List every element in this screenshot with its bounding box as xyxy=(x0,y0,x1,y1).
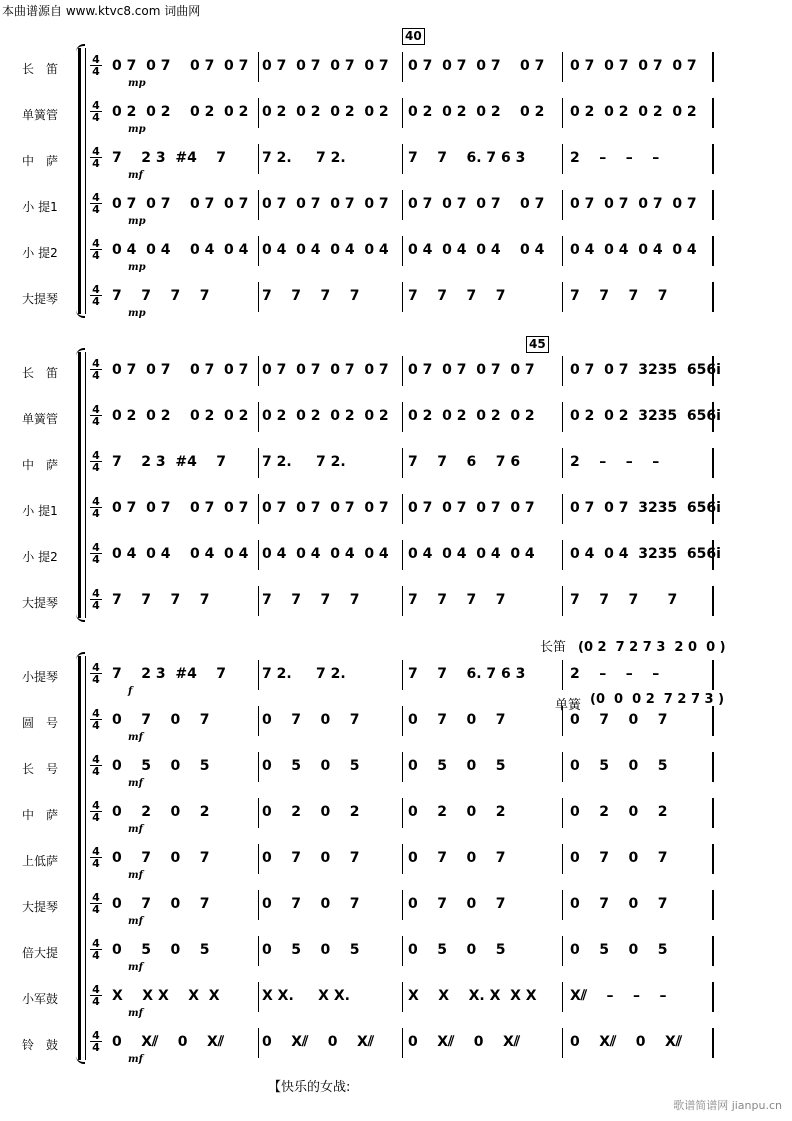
measure-2: 7 2. 7 2. xyxy=(262,666,346,682)
staff-row xyxy=(0,748,792,788)
barline xyxy=(712,798,714,828)
barline xyxy=(712,282,714,312)
barline xyxy=(258,402,259,432)
instrument-name: 小提琴 xyxy=(21,670,58,684)
dynamic-marking: mf xyxy=(128,916,143,927)
measure-2: 0 7 0 7 0 7 0 7 xyxy=(262,196,389,212)
measure-3: 0 2 0 2 xyxy=(408,804,506,820)
barline xyxy=(258,52,259,82)
measure-1: 0 4 0 4 0 4 0 4 xyxy=(112,546,249,562)
measure-4: 0 7 0 7 0 7 0 7 xyxy=(570,58,697,74)
instrument-name: 长 笛 xyxy=(21,62,58,76)
staff-row xyxy=(0,932,792,972)
barline xyxy=(258,798,259,828)
measure-3: 0 X⫽ 0 X⫽ xyxy=(408,1034,521,1050)
measure-4: 0 5 0 5 xyxy=(570,758,668,774)
instrument-name: 铃 鼓 xyxy=(21,1038,58,1052)
measure-4: 0 5 0 5 xyxy=(570,942,668,958)
dynamic-marking: mp xyxy=(128,124,146,135)
barline xyxy=(712,52,714,82)
cue-flute-label: 长笛 xyxy=(540,640,567,655)
measure-1: 0 5 0 5 xyxy=(112,758,210,774)
barline xyxy=(712,540,714,570)
barline xyxy=(258,936,259,966)
barline xyxy=(258,660,259,690)
measure-2: 7 7 7 7 xyxy=(262,592,360,608)
dynamic-marking: f xyxy=(128,686,133,697)
measure-2: 0 7 0 7 xyxy=(262,896,360,912)
time-signature-numerator: 4 xyxy=(90,404,102,416)
time-signature-denominator: 4 xyxy=(92,857,100,870)
barline xyxy=(562,982,563,1012)
time-signature xyxy=(90,846,102,869)
time-signature-numerator: 4 xyxy=(90,450,102,462)
barline xyxy=(258,586,259,616)
time-signature-numerator: 4 xyxy=(90,192,102,204)
dynamic-marking: mf xyxy=(128,170,143,181)
instrument-name: 大提琴 xyxy=(21,900,58,914)
measure-2: X X. X X. xyxy=(262,988,350,1004)
measure-4: 7 7 7 7 xyxy=(570,592,678,608)
barline xyxy=(712,1028,714,1058)
barline xyxy=(258,448,259,478)
measure-3: 7 7 6. 7 6 3 xyxy=(408,666,526,682)
barline xyxy=(562,706,563,736)
time-signature-denominator: 4 xyxy=(92,765,100,778)
measure-4: 0 4 0 4 3235 656i xyxy=(570,546,721,562)
time-signature-denominator: 4 xyxy=(92,111,100,124)
barline xyxy=(562,586,563,616)
measure-2: 0 5 0 5 xyxy=(262,758,360,774)
barline xyxy=(712,236,714,266)
measure-3: 0 7 0 7 0 7 0 7 xyxy=(408,196,545,212)
measure-1: X X X X X xyxy=(112,988,220,1004)
barline xyxy=(712,660,714,690)
measure-3: 0 7 0 7 0 7 0 7 xyxy=(408,500,535,516)
barline xyxy=(562,144,563,174)
barline xyxy=(402,936,403,966)
measure-2: 0 2 0 2 0 2 0 2 xyxy=(262,408,389,424)
barline xyxy=(402,448,403,478)
measure-2: 7 2. 7 2. xyxy=(262,150,346,166)
time-signature xyxy=(90,358,102,381)
measure-4: 0 7 0 7 3235 656i xyxy=(570,362,721,378)
time-signature-numerator: 4 xyxy=(90,892,102,904)
time-signature xyxy=(90,938,102,961)
measure-1: 7 2 3 #4 7 xyxy=(112,150,227,166)
time-signature-numerator: 4 xyxy=(90,496,102,508)
instrument-name: 单簧管 xyxy=(21,108,58,122)
measure-4: 0 X⫽ 0 X⫽ xyxy=(570,1034,683,1050)
measure-2: 0 7 0 7 xyxy=(262,850,360,866)
measure-1: 0 7 0 7 0 7 0 7 xyxy=(112,58,249,74)
watermark: 歌谱简谱网 jianpu.cn xyxy=(673,1099,782,1112)
staff-row xyxy=(0,656,792,696)
measure-3: 0 7 0 7 xyxy=(408,850,506,866)
barline xyxy=(712,494,714,524)
measure-3: 0 7 0 7 xyxy=(408,896,506,912)
measure-2: 0 7 0 7 0 7 0 7 xyxy=(262,500,389,516)
staff-row xyxy=(0,398,792,438)
barline xyxy=(258,282,259,312)
measure-4: 0 7 0 7 xyxy=(570,896,668,912)
time-signature xyxy=(90,1030,102,1053)
barline xyxy=(712,402,714,432)
staff-row xyxy=(0,1024,792,1064)
time-signature-numerator: 4 xyxy=(90,662,102,674)
time-signature xyxy=(90,542,102,565)
barline xyxy=(258,144,259,174)
measure-4: 2 – – – xyxy=(570,454,660,470)
time-signature-denominator: 4 xyxy=(92,811,100,824)
measure-4: 2 – – – xyxy=(570,150,660,166)
measure-3: 7 7 6. 7 6 3 xyxy=(408,150,526,166)
barline xyxy=(402,236,403,266)
time-signature xyxy=(90,238,102,261)
dynamic-marking: mp xyxy=(128,216,146,227)
rehearsal-mark-40: 40 xyxy=(402,28,425,45)
barline xyxy=(562,52,563,82)
measure-1: 0 7 0 7 xyxy=(112,850,210,866)
barline xyxy=(712,448,714,478)
measure-2: 0 4 0 4 0 4 0 4 xyxy=(262,242,389,258)
time-signature xyxy=(90,404,102,427)
barline xyxy=(712,752,714,782)
time-signature-numerator: 4 xyxy=(90,1030,102,1042)
instrument-name: 大提琴 xyxy=(21,292,58,306)
barline xyxy=(258,190,259,220)
barline xyxy=(258,890,259,920)
barline xyxy=(562,494,563,524)
footer-title: 【快乐的女战: xyxy=(268,1080,351,1095)
time-signature xyxy=(90,100,102,123)
barline xyxy=(402,752,403,782)
time-signature xyxy=(90,54,102,77)
measure-4: 2 – – – xyxy=(570,666,660,682)
time-signature-denominator: 4 xyxy=(92,415,100,428)
time-signature-numerator: 4 xyxy=(90,708,102,720)
time-signature xyxy=(90,984,102,1007)
time-signature xyxy=(90,708,102,731)
staff-row xyxy=(0,186,792,226)
time-signature-numerator: 4 xyxy=(90,146,102,158)
instrument-name: 小军鼓 xyxy=(21,992,58,1006)
barline xyxy=(402,1028,403,1058)
measure-1: 0 X⫽ 0 X⫽ xyxy=(112,1034,225,1050)
measure-3: 0 5 0 5 xyxy=(408,758,506,774)
measure-4: 0 2 0 2 xyxy=(570,804,668,820)
rehearsal-mark-45: 45 xyxy=(526,336,549,353)
barline xyxy=(402,144,403,174)
barline xyxy=(258,844,259,874)
time-signature xyxy=(90,754,102,777)
barline xyxy=(712,586,714,616)
staff-row xyxy=(0,278,792,318)
measure-1: 7 2 3 #4 7 xyxy=(112,454,227,470)
barline xyxy=(562,282,563,312)
measure-3: 7 7 7 7 xyxy=(408,288,506,304)
time-signature-denominator: 4 xyxy=(92,1041,100,1054)
instrument-name: 大提琴 xyxy=(21,596,58,610)
barline xyxy=(402,98,403,128)
time-signature xyxy=(90,662,102,685)
barline xyxy=(258,494,259,524)
barline xyxy=(712,356,714,386)
measure-2: 0 2 0 2 0 2 0 2 xyxy=(262,104,389,120)
time-signature-numerator: 4 xyxy=(90,238,102,250)
instrument-name: 小 提2 xyxy=(22,550,58,564)
measure-4: 0 2 0 2 3235 656i xyxy=(570,408,721,424)
measure-3: 7 7 6 7 6 xyxy=(408,454,521,470)
instrument-name: 中 萨 xyxy=(21,808,58,822)
measure-3: 0 7 0 7 0 7 0 7 xyxy=(408,58,545,74)
barline xyxy=(402,890,403,920)
time-signature-denominator: 4 xyxy=(92,903,100,916)
instrument-name: 圆 号 xyxy=(21,716,58,730)
instrument-name: 中 萨 xyxy=(21,458,58,472)
measure-4: 0 7 0 7 3235 656i xyxy=(570,500,721,516)
time-signature-denominator: 4 xyxy=(92,949,100,962)
staff-row xyxy=(0,140,792,180)
barline xyxy=(562,540,563,570)
staff-row xyxy=(0,536,792,576)
barline xyxy=(402,844,403,874)
measure-3: 7 7 7 7 xyxy=(408,592,506,608)
staff-row xyxy=(0,94,792,134)
measure-1: 0 7 0 7 0 7 0 7 xyxy=(112,500,249,516)
source-header: 本曲谱源自 www.ktvc8.com 词曲网 xyxy=(2,4,201,18)
time-signature xyxy=(90,284,102,307)
instrument-name: 单簧管 xyxy=(21,412,58,426)
barline xyxy=(562,890,563,920)
cue-clarinet-notes: (0 0 0 2 7 2 7 3 ) xyxy=(590,692,725,707)
barline xyxy=(562,1028,563,1058)
measure-3: X X X. X X X xyxy=(408,988,537,1004)
measure-4: X⫽ – – – xyxy=(570,988,667,1004)
time-signature-denominator: 4 xyxy=(92,369,100,382)
barline xyxy=(258,98,259,128)
barline xyxy=(258,1028,259,1058)
time-signature-numerator: 4 xyxy=(90,938,102,950)
dynamic-marking: mp xyxy=(128,308,146,319)
dynamic-marking: mf xyxy=(128,824,143,835)
time-signature-numerator: 4 xyxy=(90,284,102,296)
staff-row xyxy=(0,232,792,272)
staff-row xyxy=(0,886,792,926)
measure-4: 0 2 0 2 0 2 0 2 xyxy=(570,104,697,120)
measure-3: 0 7 0 7 xyxy=(408,712,506,728)
barline xyxy=(258,540,259,570)
staff-row xyxy=(0,490,792,530)
dynamic-marking: mf xyxy=(128,778,143,789)
time-signature xyxy=(90,192,102,215)
time-signature-denominator: 4 xyxy=(92,295,100,308)
barline xyxy=(402,660,403,690)
staff-row xyxy=(0,444,792,484)
time-signature-denominator: 4 xyxy=(92,507,100,520)
dynamic-marking: mf xyxy=(128,732,143,743)
barline xyxy=(562,98,563,128)
measure-2: 0 7 0 7 0 7 0 7 xyxy=(262,58,389,74)
barline xyxy=(402,706,403,736)
barline xyxy=(258,982,259,1012)
barline xyxy=(562,402,563,432)
measure-1: 0 7 0 7 xyxy=(112,896,210,912)
time-signature xyxy=(90,800,102,823)
barline xyxy=(562,190,563,220)
measure-2: 0 X⫽ 0 X⫽ xyxy=(262,1034,375,1050)
measure-1: 0 5 0 5 xyxy=(112,942,210,958)
barline xyxy=(402,540,403,570)
staff-row xyxy=(0,582,792,622)
barline xyxy=(402,282,403,312)
measure-2: 0 5 0 5 xyxy=(262,942,360,958)
barline xyxy=(712,98,714,128)
measure-1: 7 2 3 #4 7 xyxy=(112,666,227,682)
measure-4: 0 7 0 7 0 7 0 7 xyxy=(570,196,697,212)
measure-4: 7 7 7 7 xyxy=(570,288,668,304)
barline xyxy=(562,844,563,874)
time-signature-numerator: 4 xyxy=(90,54,102,66)
instrument-name: 小 提2 xyxy=(22,246,58,260)
measure-3: 0 4 0 4 0 4 0 4 xyxy=(408,242,545,258)
measure-1: 0 7 0 7 xyxy=(112,712,210,728)
time-signature-denominator: 4 xyxy=(92,673,100,686)
barline xyxy=(402,982,403,1012)
time-signature-numerator: 4 xyxy=(90,984,102,996)
instrument-name: 上低萨 xyxy=(21,854,58,868)
measure-2: 0 7 0 7 xyxy=(262,712,360,728)
dynamic-marking: mp xyxy=(128,78,146,89)
dynamic-marking: mf xyxy=(128,870,143,881)
measure-3: 0 2 0 2 0 2 0 2 xyxy=(408,408,535,424)
barline xyxy=(258,356,259,386)
instrument-name: 长 号 xyxy=(21,762,58,776)
measure-3: 0 2 0 2 0 2 0 2 xyxy=(408,104,545,120)
measure-3: 0 7 0 7 0 7 0 7 xyxy=(408,362,535,378)
measure-3: 0 4 0 4 0 4 0 4 xyxy=(408,546,535,562)
measure-2: 7 2. 7 2. xyxy=(262,454,346,470)
barline xyxy=(562,798,563,828)
time-signature-numerator: 4 xyxy=(90,358,102,370)
time-signature-numerator: 4 xyxy=(90,846,102,858)
time-signature-denominator: 4 xyxy=(92,719,100,732)
barline xyxy=(712,844,714,874)
staff-row xyxy=(0,840,792,880)
barline xyxy=(712,936,714,966)
instrument-name: 小 提1 xyxy=(22,200,58,214)
time-signature-denominator: 4 xyxy=(92,203,100,216)
measure-2: 0 2 0 2 xyxy=(262,804,360,820)
barline xyxy=(562,236,563,266)
time-signature-denominator: 4 xyxy=(92,553,100,566)
measure-2: 0 4 0 4 0 4 0 4 xyxy=(262,546,389,562)
barline xyxy=(712,890,714,920)
staff-row xyxy=(0,978,792,1018)
barline xyxy=(562,752,563,782)
measure-4: 0 7 0 7 xyxy=(570,850,668,866)
staff-row xyxy=(0,702,792,742)
staff-row xyxy=(0,48,792,88)
barline xyxy=(712,706,714,736)
time-signature xyxy=(90,450,102,473)
time-signature-numerator: 4 xyxy=(90,100,102,112)
time-signature xyxy=(90,588,102,611)
dynamic-marking: mf xyxy=(128,962,143,973)
barline xyxy=(258,236,259,266)
barline xyxy=(258,752,259,782)
barline xyxy=(562,448,563,478)
barline xyxy=(712,190,714,220)
barline xyxy=(402,356,403,386)
barline xyxy=(258,706,259,736)
instrument-name: 长 笛 xyxy=(21,366,58,380)
measure-4: 0 7 0 7 xyxy=(570,712,668,728)
staff-row xyxy=(0,794,792,834)
time-signature-denominator: 4 xyxy=(92,249,100,262)
measure-2: 7 7 7 7 xyxy=(262,288,360,304)
time-signature-denominator: 4 xyxy=(92,599,100,612)
measure-4: 0 4 0 4 0 4 0 4 xyxy=(570,242,697,258)
measure-1: 0 2 0 2 xyxy=(112,804,210,820)
dynamic-marking: mf xyxy=(128,1054,143,1065)
measure-1: 0 2 0 2 0 2 0 2 xyxy=(112,104,249,120)
time-signature xyxy=(90,496,102,519)
barline xyxy=(402,586,403,616)
time-signature-numerator: 4 xyxy=(90,588,102,600)
cue-clarinet-label: 单簧 xyxy=(555,698,582,713)
time-signature-numerator: 4 xyxy=(90,542,102,554)
measure-2: 0 7 0 7 0 7 0 7 xyxy=(262,362,389,378)
measure-1: 7 7 7 7 xyxy=(112,288,210,304)
instrument-name: 倍大提 xyxy=(21,946,58,960)
dynamic-marking: mp xyxy=(128,262,146,273)
measure-1: 7 7 7 7 xyxy=(112,592,210,608)
measure-1: 0 7 0 7 0 7 0 7 xyxy=(112,196,249,212)
barline xyxy=(402,494,403,524)
time-signature-denominator: 4 xyxy=(92,461,100,474)
time-signature-numerator: 4 xyxy=(90,754,102,766)
barline xyxy=(402,798,403,828)
barline xyxy=(402,190,403,220)
barline xyxy=(562,356,563,386)
instrument-name: 小 提1 xyxy=(22,504,58,518)
time-signature-denominator: 4 xyxy=(92,157,100,170)
measure-1: 0 7 0 7 0 7 0 7 xyxy=(112,362,249,378)
cue-flute-notes: (0 2 7 2 7 3 2 0 0 ) xyxy=(578,640,726,655)
time-signature xyxy=(90,892,102,915)
measure-1: 0 4 0 4 0 4 0 4 xyxy=(112,242,249,258)
staff-row xyxy=(0,352,792,392)
instrument-name: 中 萨 xyxy=(21,154,58,168)
barline xyxy=(562,660,563,690)
barline xyxy=(712,982,714,1012)
time-signature-numerator: 4 xyxy=(90,800,102,812)
time-signature xyxy=(90,146,102,169)
measure-3: 0 5 0 5 xyxy=(408,942,506,958)
measure-1: 0 2 0 2 0 2 0 2 xyxy=(112,408,249,424)
barline xyxy=(562,936,563,966)
barline xyxy=(712,144,714,174)
barline xyxy=(402,52,403,82)
barline xyxy=(402,402,403,432)
time-signature-denominator: 4 xyxy=(92,995,100,1008)
dynamic-marking: mf xyxy=(128,1008,143,1019)
time-signature-denominator: 4 xyxy=(92,65,100,78)
